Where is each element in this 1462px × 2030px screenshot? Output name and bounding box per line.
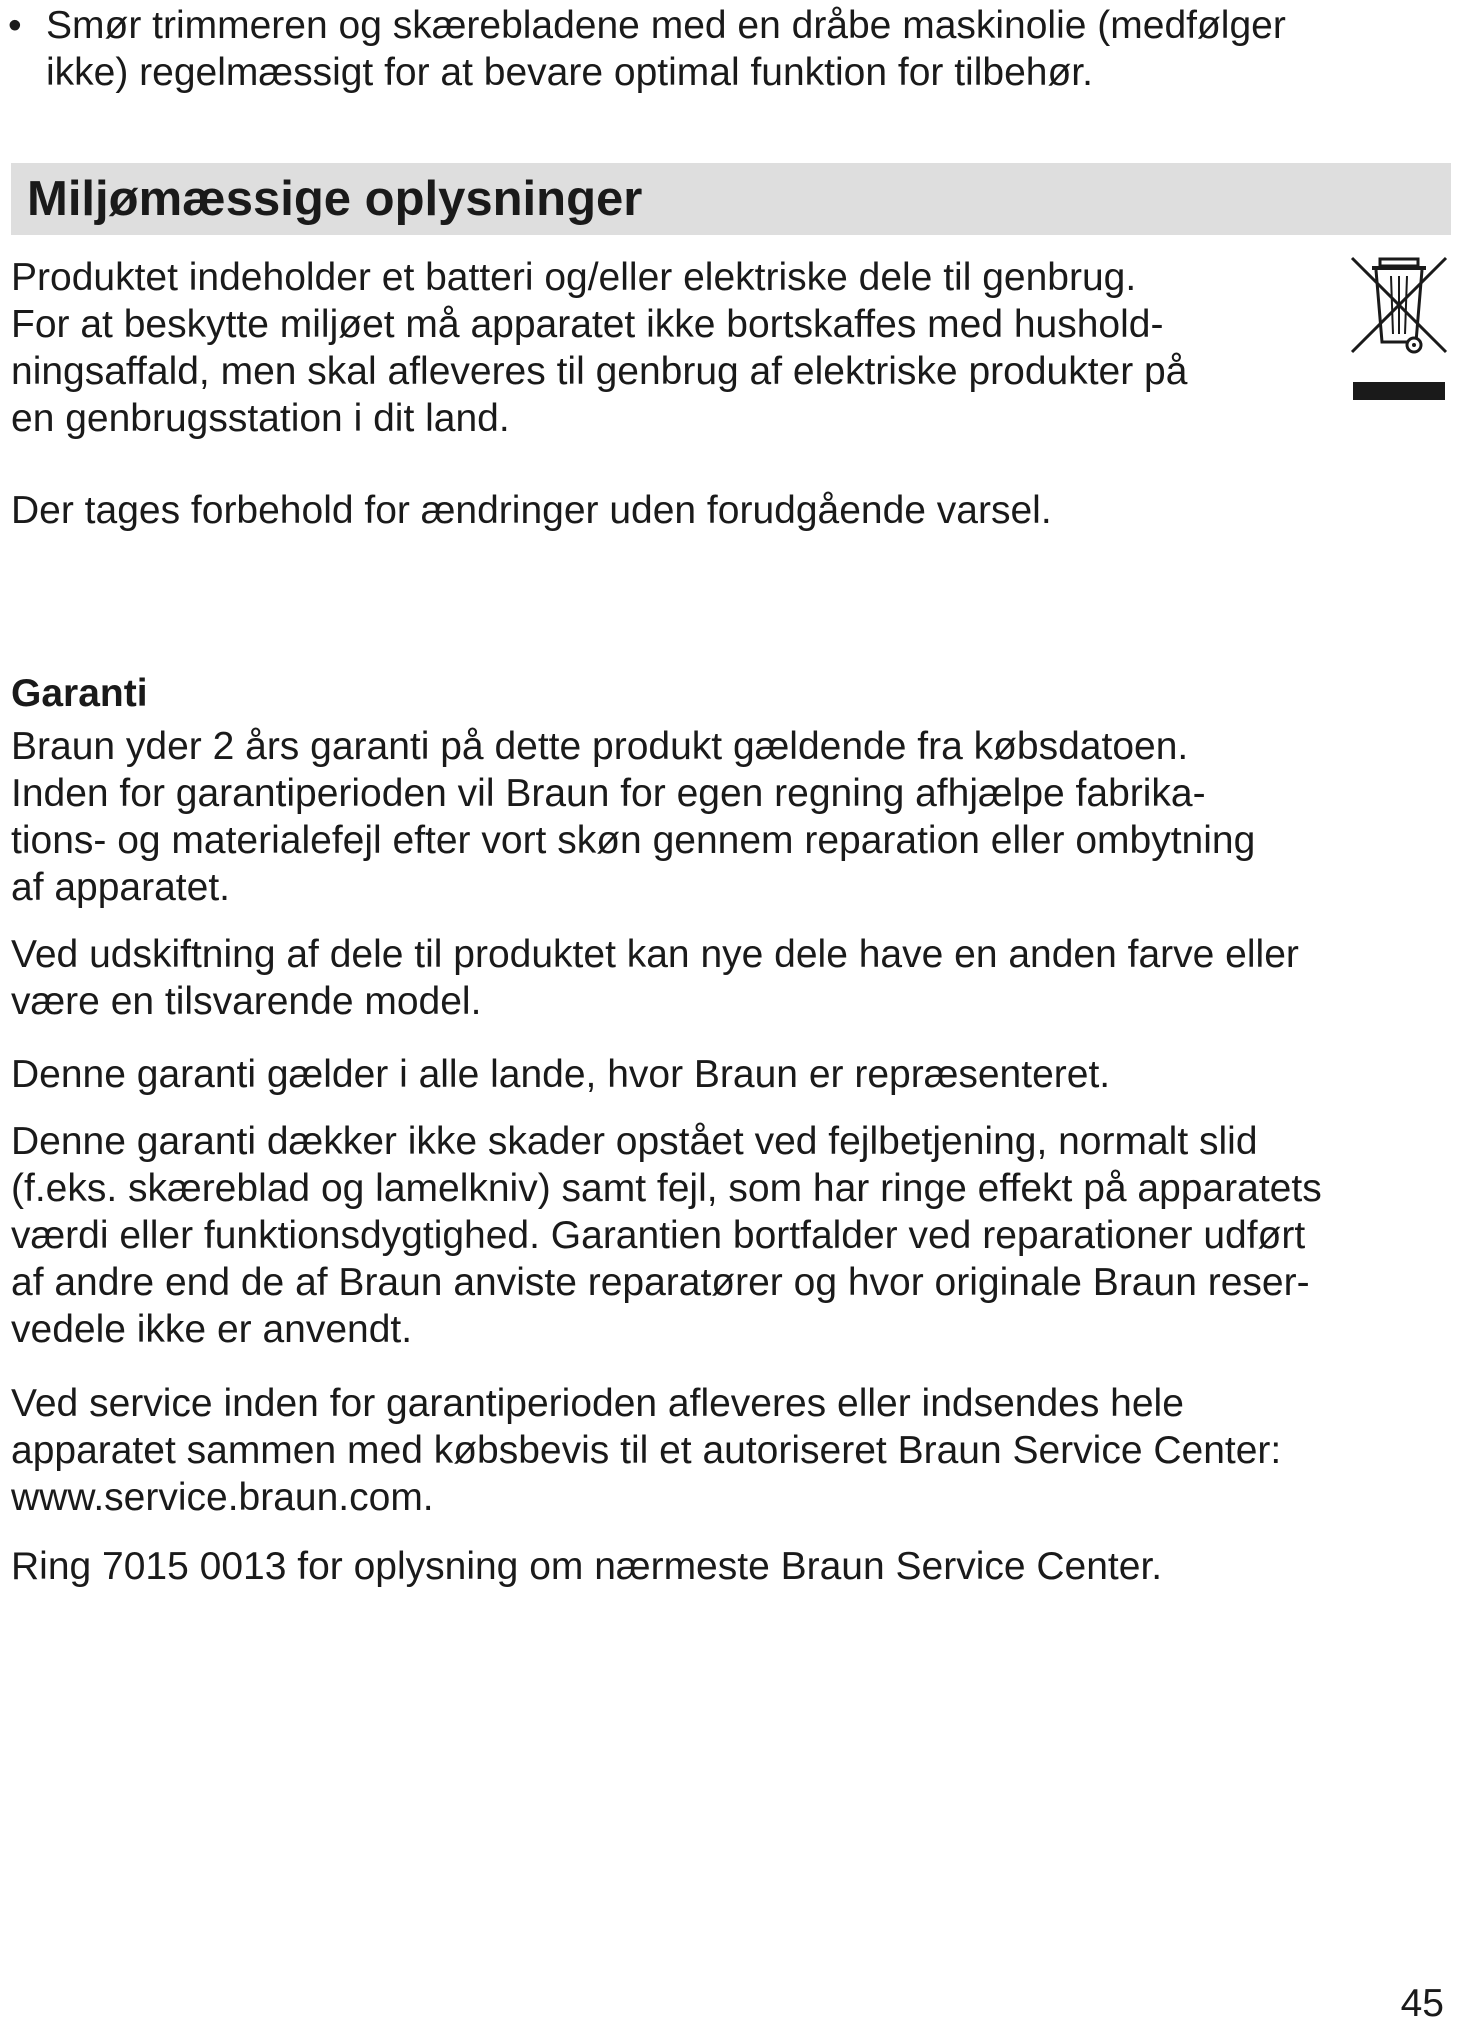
- warranty-p4-line-2: (f.eks. skæreblad og lamelkniv) samt fejl, som har ringe effekt på apparatets: [11, 1167, 1322, 1210]
- page-number: 45: [1400, 1982, 1444, 2025]
- environment-p1-line-1: Produktet indeholder et batteri og/eller elektriske dele til genbrug.: [11, 256, 1137, 299]
- warranty-p4-line-4: af andre end de af Braun anviste reparatører og hvor originale Braun reser-: [11, 1261, 1310, 1304]
- warranty-p5-line-1: Ved service inden for garantiperioden afleveres eller indsendes hele: [11, 1382, 1184, 1425]
- warranty-p5-line-2: apparatet sammen med købsbevis til et autoriseret Braun Service Center:: [11, 1429, 1282, 1472]
- maintenance-line-1: Smør trimmeren og skærebladene med en dråbe maskinolie (medfølger: [46, 4, 1286, 47]
- maintenance-line-2: ikke) regelmæssigt for at bevare optimal funktion for tilbehør.: [46, 51, 1093, 94]
- warranty-p1-line-4: af apparatet.: [11, 866, 230, 909]
- warranty-p2-line-1: Ved udskiftning af dele til produktet kan nye dele have en anden farve eller: [11, 933, 1299, 976]
- environment-paragraph-1: [11, 254, 1187, 442]
- maintenance-bullet-item: [8, 2, 1286, 96]
- warranty-p4-line-5: vedele ikke er anvendt.: [11, 1308, 413, 1351]
- weee-crossed-bin-icon: [1346, 252, 1452, 404]
- bullet-dot: •: [8, 4, 22, 47]
- warranty-p1-line-1: Braun yder 2 års garanti på dette produkt gældende fra købsdatoen.: [11, 725, 1189, 768]
- warranty-paragraph-6: Ring 7015 0013 for oplysning om nærmeste Braun Service Center.: [11, 1545, 1163, 1588]
- warranty-p4-line-3: værdi eller funktionsdygtighed. Garantien bortfalder ved reparationer udført: [11, 1214, 1306, 1257]
- warranty-heading: Garanti: [11, 672, 148, 715]
- warranty-paragraph-2: [11, 931, 1299, 1025]
- warranty-paragraph-1: [11, 723, 1255, 911]
- environment-p1-line-3: ningsaffald, men skal afleveres til genbrug af elektriske produkter på: [11, 350, 1188, 393]
- warranty-p1-line-2: Inden for garantiperioden vil Braun for egen regning afhjælpe fabrika-: [11, 772, 1206, 815]
- environment-p1-line-2: For at beskytte miljøet må apparatet ikke bortskaffes med hushold-: [11, 303, 1164, 346]
- warranty-p4-line-1: Denne garanti dækker ikke skader opstået ved fejlbetjening, normalt slid: [11, 1120, 1258, 1163]
- warranty-paragraph-3: Denne garanti gælder i alle lande, hvor Braun er repræsenteret.: [11, 1053, 1111, 1096]
- warranty-p2-line-2: være en tilsvarende model.: [11, 980, 482, 1023]
- environment-p1-line-4: en genbrugsstation i dit land.: [11, 397, 510, 440]
- warranty-paragraph-4: [11, 1118, 1322, 1353]
- warranty-p5-line-3: www.service.braun.com.: [11, 1476, 434, 1519]
- environment-paragraph-2: Der tages forbehold for ændringer uden forudgående varsel.: [11, 489, 1052, 532]
- environment-section-header: [11, 163, 1451, 235]
- environment-section-title: Miljømæssige oplysninger: [27, 172, 643, 226]
- warranty-p1-line-3: tions- og materialefejl efter vort skøn gennem reparation eller ombytning: [11, 819, 1256, 862]
- warranty-paragraph-5: [11, 1380, 1281, 1521]
